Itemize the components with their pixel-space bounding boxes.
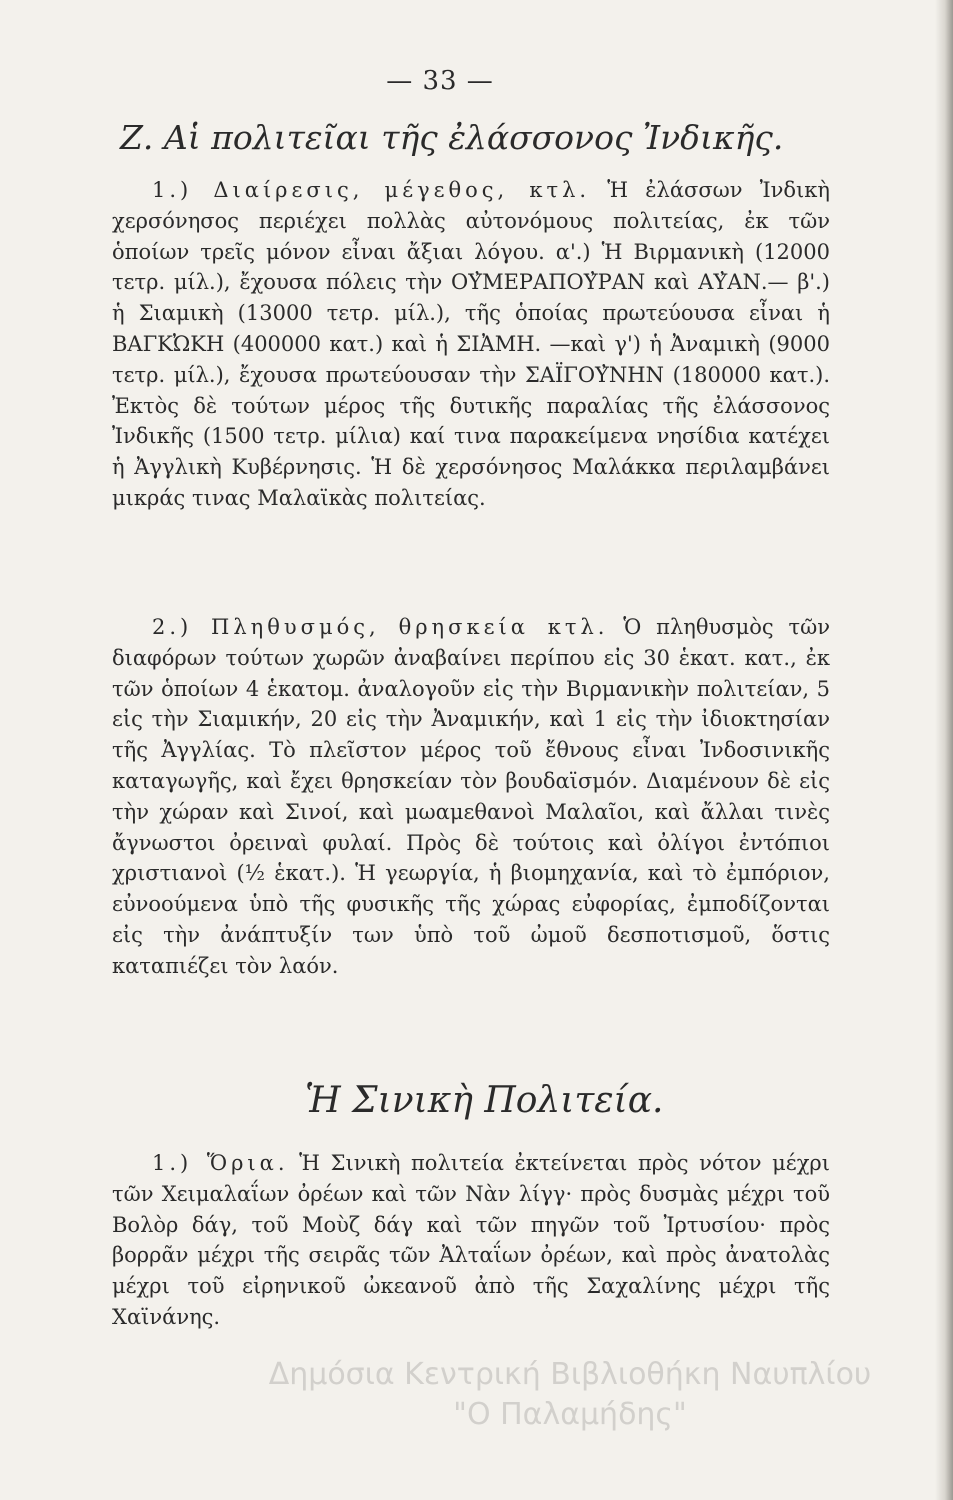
paragraph-text: Ὁ πληθυσμὸς τῶν διαφόρων τούτων χωρῶν ἀναβαίνει περίπου εἰς 30 ἑκατ. κατ., ἐκ τῶν ὁποίων 4 ἑκατομ. ἀναλογοῦν εἰς τὴν Βιρμανικὴν πολιτείαν, 5 εἰς τὴν Σιαμικήν, 20 εἰς τὴν Ἀναμικήν, καὶ 1 εἰς τὴν ἰδιοκτησίαν τῆς Ἀγγλίας. Τὸ πλεῖστον μέρος τοῦ ἔθνους εἶναι Ἰνδοσινικῆς καταγωγῆς, καὶ ἔχει θρησκείαν τὸν βουδαϊσμόν. Διαμένουν δὲ εἰς τὴν χώραν καὶ Σινοί, καὶ μωαμεθανοὶ Μαλαῖοι, καὶ ἄλλαι τινὲς ἄγνωστοι ὀρειναὶ φυλαί. Πρὸς δὲ τούτοις καὶ ὀλίγοι ἐντόπιοι χριστιανοὶ (½ ἑκατ.). Ἡ γεωργία, ἡ βιομηχανία, καὶ τὸ ἐμπόριον, εὐνοούμενα ὑπὸ τῆς φυσικῆς τῆς χώρας εὐφορίας, ἐμποδίζονται εἰς τὴν ἀνάπτυξίν των ὑπὸ τοῦ ὠμοῦ δεσποτισμοῦ, ὅστις καταπιέζει τὸν λαόν. xyxy=(112,615,830,978)
paragraph-text: Ἡ Σινικὴ πολιτεία ἐκτείνεται πρὸς νότον μέχρι τῶν Χειμαλαΐων ὀρέων καὶ τῶν Νὰν λίγγ· πρὸς δυσμὰς μέχρι τοῦ Βολὸρ δάγ, τοῦ Μοὺζ δάγ καὶ τῶν πηγῶν τοῦ Ἰρτυσίου· πρὸς βορρᾶν μέχρι τῆς σειρᾶς τῶν Ἀλταΐων ὀρέων, καὶ πρὸς ἀνατολὰς μέχρι τοῦ εἰρηνικοῦ ὠκεανοῦ ἀπὸ τῆς Σαχαλίνης μέχρι τῆς Χαϊνάνης. xyxy=(112,1151,830,1329)
paragraph-lead: 1.) Ὅρια. xyxy=(152,1151,289,1175)
section-heading-indochina: Ζ. Αἱ πολιτεῖαι τῆς ἐλάσσονος Ἰνδικῆς. xyxy=(120,118,784,157)
paragraph-lead: 2.) Πληθυσμός, θρησκεία κτλ. xyxy=(152,615,609,639)
library-watermark xyxy=(210,1355,930,1435)
paragraph-population xyxy=(112,612,830,982)
watermark-line: Δημόσια Κεντρική Βιβλιοθήκη Ναυπλίου xyxy=(268,1357,872,1392)
paragraph-borders xyxy=(112,1148,830,1333)
paragraph-text: Ἡ ἐλάσσων Ἰνδικὴ χερσόνησος περιέχει πολλὰς αὐτονόμους πολιτείας, ἐκ τῶν ὁποίων τρεῖς μόνον εἶναι ἄξιαι λόγου. α'.) Ἡ Βιρμανικὴ (12000 τετρ. μίλ.), ἔχουσα πόλεις τὴν ΟΥ̓ΜΕΡΑΠΟΥ̓ΡΑΝ καὶ ΑΥ̓ΑΝ.— β'.) ἡ Σιαμικὴ (13000 τετρ. μίλ.), τῆς ὁποίας πρωτεύουσα εἶναι ἡ ΒΑΓΚὨΚΗ (400000 κατ.) καὶ ἡ ΣΙἈΜΗ. —καὶ γ') ἡ Ἀναμικὴ (9000 τετρ. μίλ.), ἔχουσα πρωτεύουσαν τὴν ΣΑΪΓΟΥ̓ΝΗΝ (180000 κατ.). Ἐκτὸς δὲ τούτων μέρος τῆς δυτικῆς παραλίας τῆς ἐλάσσονος Ἰνδικῆς (1500 τετρ. μίλια) καί τινα παρακείμενα νησίδια κατέχει ἡ Ἀγγλικὴ Κυβέρνησις. Ἡ δὲ χερσόνησος Μαλάκκα περιλαμβάνει μικράς τινας Μαλαϊκὰς πολιτείας. xyxy=(112,178,830,510)
section-heading-china: Ἡ Σινικὴ Πολιτεία. xyxy=(305,1080,664,1121)
watermark-line: "Ο Παλαμήδης" xyxy=(453,1397,687,1432)
page-edge-shadow xyxy=(935,0,953,1500)
paragraph-lead: 1.) Διαίρεσις, μέγεθος, κτλ. xyxy=(152,178,591,202)
page-number: — 33 — xyxy=(386,66,494,96)
paragraph-divisions xyxy=(112,175,830,514)
